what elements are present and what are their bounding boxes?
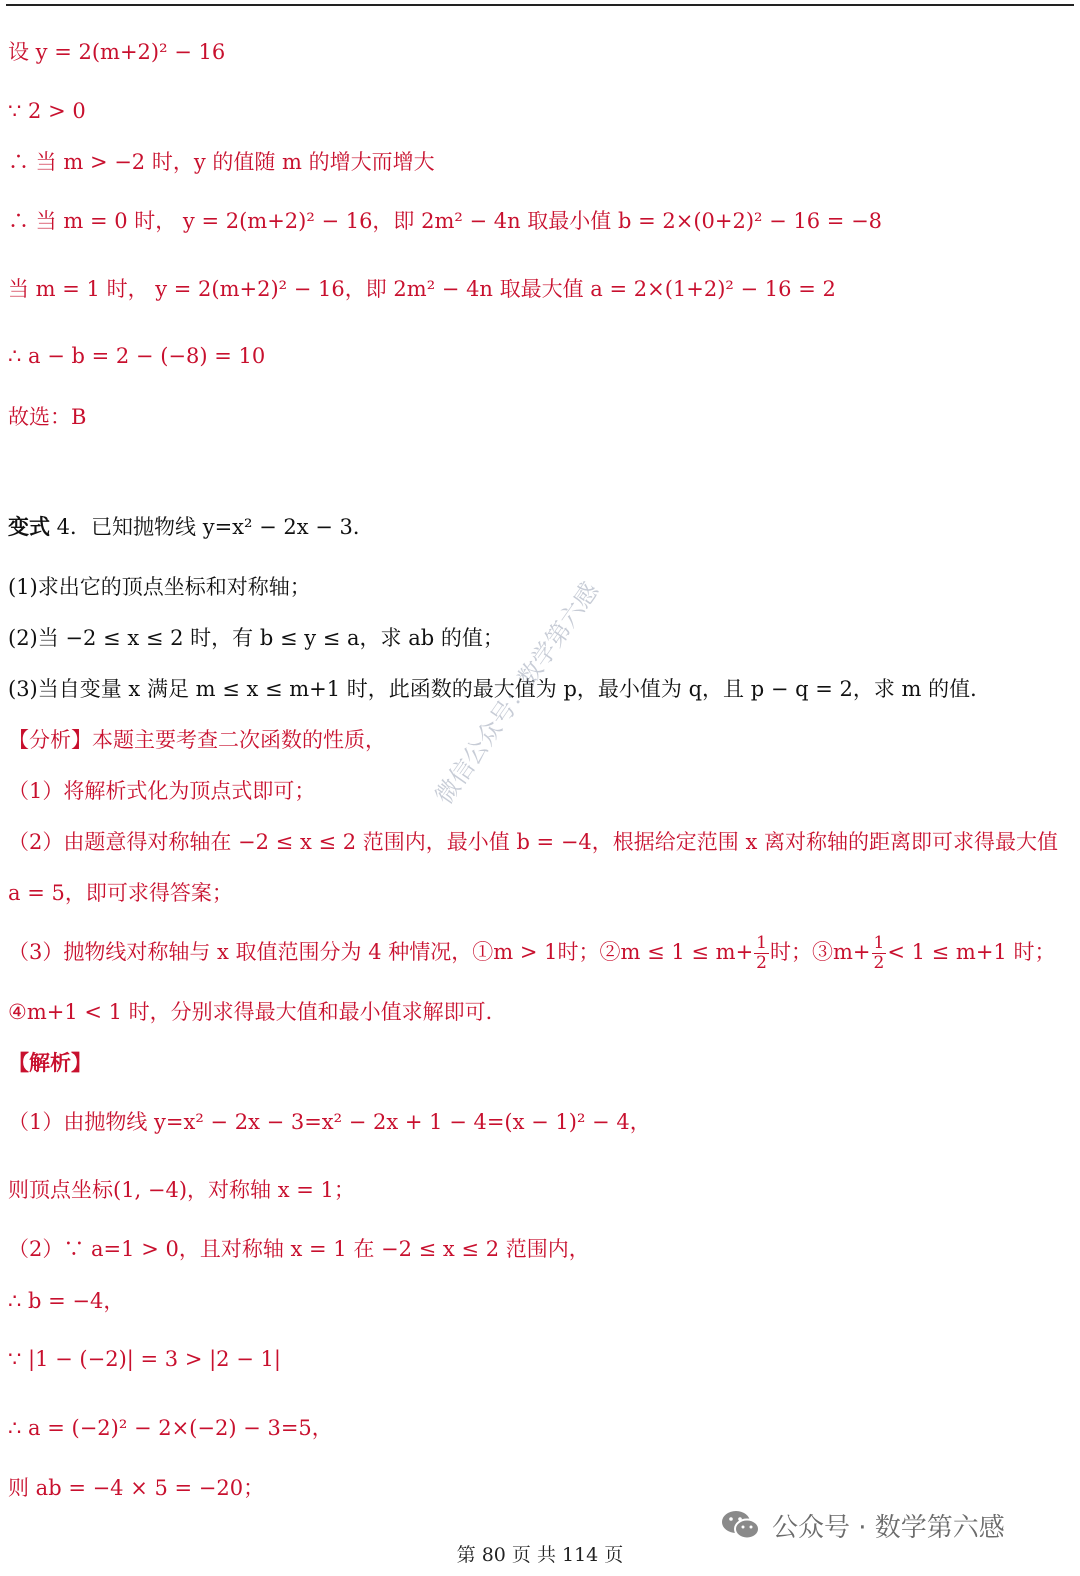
solution-line-2: ∵ 2 > 0 xyxy=(8,99,86,123)
solution-line-5: 当 m = 1 时， y = 2(m+2)² − 16，即 2m² − 4n 取最大值 a = 2×(1+2)² − 16 = 2 xyxy=(8,277,836,301)
question-1: (1)求出它的顶点坐标和对称轴； xyxy=(8,575,311,599)
brand-text: 公众号 · 数学第六感 xyxy=(772,1512,1005,1543)
problem-title: 变式 4．已知抛物线 y=x² − 2x − 3． xyxy=(8,514,374,539)
analysis-3: （3）抛物线对称轴与 x 取值范围分为 4 种情况，①m > 1时；②m ≤ 1 ≤ m+ $\frac{1}{2}$ 时；③m+ $\frac{1}{2}$ < 1 ≤ m+1 时； xyxy=(8,933,1056,973)
solution-line-3: ∴ 当 m > −2 时，y 的值随 m 的增大而增大 xyxy=(8,150,435,174)
solution-part-1: （1）由抛物线 y=x² − 2x − 3=x² − 2x + 1 − 4=(x − 1)² − 4， xyxy=(8,1110,651,1134)
solution-line-4: ∴ 当 m = 0 时， y = 2(m+2)² − 16，即 2m² − 4n 取最小值 b = 2×(0+2)² − 16 = −8 xyxy=(8,209,883,233)
header-rule xyxy=(6,4,1074,6)
question-2: (2)当 −2 ≤ x ≤ 2 时，有 b ≤ y ≤ a，求 ab 的值； xyxy=(8,626,504,650)
analysis-heading: 【分析】本题主要考查二次函数的性质， xyxy=(8,728,386,752)
fraction-half-2: $\frac{1}{2}$ xyxy=(873,933,885,973)
question-3: (3)当自变量 x 满足 m ≤ x ≤ m+1 时，此函数的最大值为 p，最小值为 q，且 p − q = 2，求 m 的值． xyxy=(8,677,992,701)
answer-line: 故选：B xyxy=(8,405,87,429)
solution-b-value: ∴ b = −4， xyxy=(8,1289,125,1313)
fraction-half-1: $\frac{1}{2}$ xyxy=(756,933,767,973)
solution-line-1: 设 y = 2(m+2)² − 16 xyxy=(8,40,226,64)
solution-line-6: ∴ a − b = 2 − (−8) = 10 xyxy=(8,344,266,368)
page-number-footer: 第 80 页 共 114 页 xyxy=(456,1544,624,1566)
wechat-icon xyxy=(720,1508,762,1542)
solution-ab-value: 则 ab = −4 × 5 = −20； xyxy=(8,1476,265,1500)
solution-heading: 【解析】 xyxy=(8,1050,92,1075)
analysis-1: （1）将解析式化为顶点式即可； xyxy=(8,779,316,803)
watermark: 微信公众号：数学第六感 xyxy=(429,577,605,810)
solution-part-2: （2）∵ a=1 > 0，且对称轴 x = 1 在 −2 ≤ x ≤ 2 范围内， xyxy=(8,1237,590,1261)
solution-a-value: ∴ a = (−2)² − 2×(−2) − 3=5， xyxy=(8,1416,333,1440)
brand-badge xyxy=(720,1505,1005,1545)
analysis-2: （2）由题意得对称轴在 −2 ≤ x ≤ 2 范围内，最小值 b = −4，根据给定范围 x 离对称轴的距离即可求得最大值 xyxy=(8,830,1058,854)
analysis-2-cont: a = 5，即可求得答案； xyxy=(8,881,233,905)
solution-vertex: 则顶点坐标(1, −4)，对称轴 x = 1； xyxy=(8,1178,355,1202)
solution-distance: ∵ |1 − (−2)| = 3 > |2 − 1| xyxy=(8,1347,281,1371)
analysis-3-cont: ④m+1 < 1 时，分别求得最大值和最小值求解即可． xyxy=(8,1000,507,1024)
